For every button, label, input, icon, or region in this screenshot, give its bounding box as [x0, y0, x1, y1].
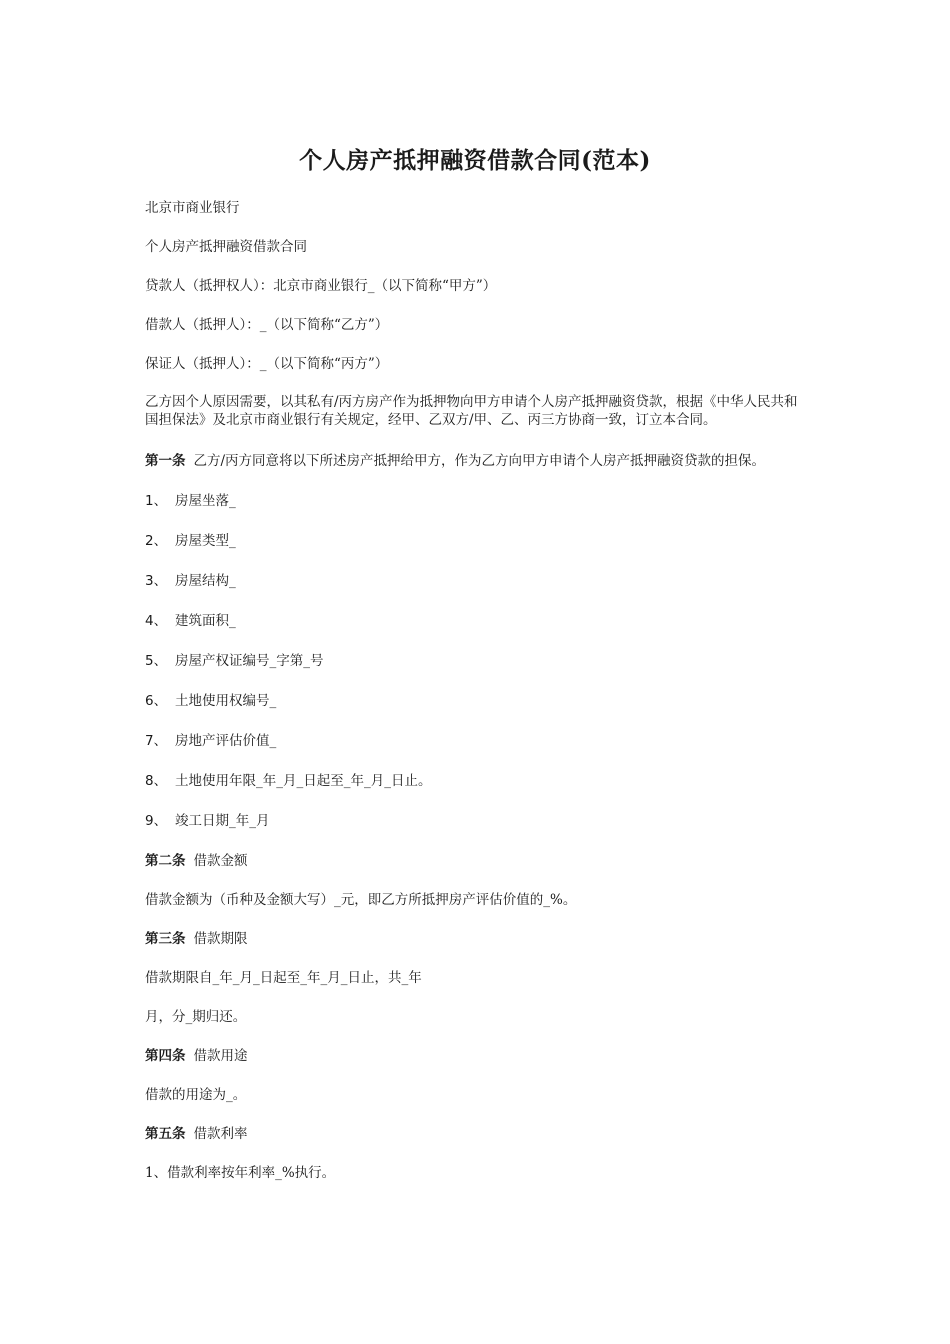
article-3	[145, 930, 805, 948]
article-3-label: 第三条	[145, 931, 186, 947]
article-5-heading: 借款利率	[193, 1126, 248, 1142]
article-4-text: 借款的用途为_。	[145, 1087, 247, 1103]
list-item	[145, 772, 805, 790]
list-item-text: 竣工日期_年_月	[175, 813, 270, 829]
article-1-label: 第一条	[145, 453, 186, 469]
borrower-line: 借款人（抵押人）：_（以下简称“乙方”）	[145, 317, 389, 333]
list-item-number: 4、	[145, 613, 168, 629]
list-item-number: 2、	[145, 533, 168, 549]
article-5-item-1: 1、借款利率按年利率_%执行。	[145, 1165, 336, 1181]
list-item-text: 房屋结构_	[175, 573, 236, 589]
list-item-number: 9、	[145, 813, 168, 829]
contract-subtitle: 个人房产抵押融资借款合同	[145, 239, 307, 255]
list-item	[145, 812, 805, 830]
list-item-number: 6、	[145, 693, 168, 709]
list-item	[145, 692, 805, 710]
article-2-label: 第二条	[145, 853, 186, 869]
article-4-label: 第四条	[145, 1048, 186, 1064]
list-item	[145, 612, 805, 630]
list-item-text: 土地使用年限_年_月_日起至_年_月_日止。	[175, 773, 432, 789]
article-1-text: 乙方/丙方同意将以下所述房产抵押给甲方，作为乙方向甲方申请个人房产抵押融资贷款的担保。	[193, 453, 766, 469]
article-3-text-1: 借款期限自_年_月_日起至_年_月_日止，共_年	[145, 970, 422, 986]
article-4-heading: 借款用途	[193, 1048, 248, 1064]
article-2	[145, 852, 805, 870]
list-item-text: 房屋类型_	[175, 533, 236, 549]
article-2-heading: 借款金额	[193, 853, 248, 869]
article-4	[145, 1047, 805, 1065]
article-5-label: 第五条	[145, 1126, 186, 1142]
document-title: 个人房产抵押融资借款合同(范本)	[299, 147, 651, 174]
intro-paragraph: 乙方因个人原因需要，以其私有/丙方房产作为抵押物向甲方申请个人房产抵押融资贷款，根据《中华人民共和国担保法》及北京市商业银行有关规定，经甲、乙双方/甲、乙、丙三方协商一致，订立本合同。	[145, 394, 798, 428]
lender-line: 贷款人（抵押权人）：北京市商业银行_（以下简称“甲方”）	[145, 278, 497, 294]
list-item	[145, 572, 805, 590]
list-item-text: 房地产评估价值_	[175, 733, 277, 749]
article-5	[145, 1125, 805, 1143]
list-item-text: 建筑面积_	[175, 613, 236, 629]
list-item	[145, 732, 805, 750]
list-item	[145, 532, 805, 550]
list-item	[145, 492, 805, 510]
list-item	[145, 652, 805, 670]
list-item-text: 土地使用权编号_	[175, 693, 277, 709]
list-item-number: 3、	[145, 573, 168, 589]
article-3-text-2: 月，分_期归还。	[145, 1009, 247, 1025]
list-item-number: 7、	[145, 733, 168, 749]
article-2-text: 借款金额为（币种及金额大写）_元，即乙方所抵押房产评估价值的_%。	[145, 892, 577, 908]
list-item-text: 房屋坐落_	[175, 493, 236, 509]
list-item-number: 5、	[145, 653, 168, 669]
list-item-text: 房屋产权证编号_字第_号	[175, 653, 324, 669]
list-item-number: 8、	[145, 773, 168, 789]
article-1	[145, 452, 805, 470]
article-3-heading: 借款期限	[193, 931, 248, 947]
bank-name: 北京市商业银行	[145, 200, 240, 216]
list-item-number: 1、	[145, 493, 168, 509]
guarantor-line: 保证人（抵押人）：_（以下简称“丙方”）	[145, 356, 389, 372]
